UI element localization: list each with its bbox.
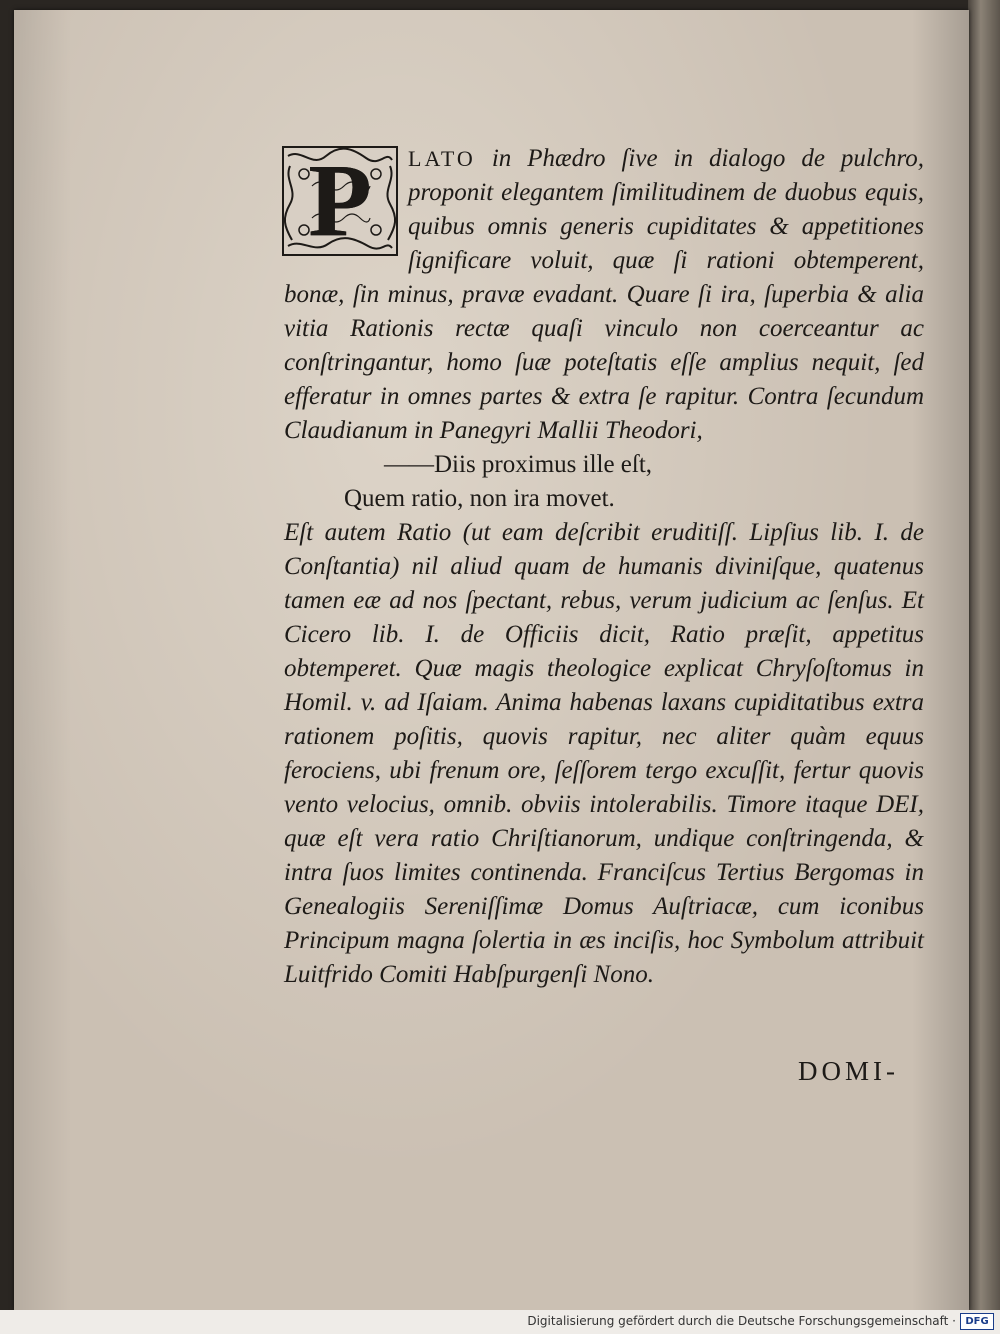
verse-line-2: Quem ratio, non ira movet. xyxy=(344,485,615,512)
page-edge xyxy=(968,0,1000,1310)
decorated-initial xyxy=(282,143,398,258)
lead-word: LATO xyxy=(408,146,476,171)
paragraph-1 xyxy=(284,142,924,448)
page-text xyxy=(284,142,924,992)
footer-bar xyxy=(0,1310,1000,1334)
dfg-logo-icon: DFG xyxy=(960,1313,994,1330)
verse-line-1: ——Diis proximus ille eſt, xyxy=(384,451,653,478)
paragraph-2: Eſt autem Ratio (ut eam deſcribit eruditiſſ. Lipſius lib. I. de Conſtantia) nil aliud quam de humanis diviniſque, quatenus tamen eæ ad nos ſpectant, rebus, verum judicium ac ſenſus. Et Cicero lib. I. de Officiis dicit, Ratio præſit, appetitus obtemperet. Quæ magis theologice explicat Chryſoſtomus in Homil. v. ad Iſaiam. Anima habenas laxans cupiditatibus extra rationem poſitis, quovis rapitur, nec aliter quàm equus ferociens, ubi frenum ore, ſeſſorem tergo excuſſit, fertur quovis vento velocius, omnib. obviis intolerabilis. Timore itaque DEI, quæ eſt vera ratio Chriſtianorum, undique conſtringenda, & intra ſuos limites continenda. Franciſcus Tertius Bergomas in Genealogiis Sereniſſimæ Domus Auſtriacæ, cum iconibus Principum magna ſolertia in æs inciſis, hoc Symbolum attribuit Luitfrido Comiti Habſpurgenſi Nono. xyxy=(284,519,924,988)
initial-letter: P xyxy=(308,143,372,258)
verse-quote xyxy=(284,448,924,516)
paragraph-1-text: in Phædro ſive in dialogo de pulchro, proponit elegantem ſimilitudinem de duobus equis, quibus omnis generis cupiditates & appetitiones ſignificare voluit, quæ ſi rationi obtemperent, bonæ, ſin minus, pravæ evadant. Quare ſi ira, ſuperbia & alia vitia Rationis rectæ quaſi vinculo non coerceantur ac conſtringantur, homo ſuæ poteſtatis eſſe amplius nequit, ſed efferatur in omnes partes & extra ſe rapitur. Contra ſecundum Claudianum in Panegyri Mallii Theodori, xyxy=(284,145,924,444)
footer-credit: Digitalisierung gefördert durch die Deutsche Forschungsgemeinschaft · xyxy=(527,1314,956,1328)
catchword: DOMI- xyxy=(798,1056,899,1086)
